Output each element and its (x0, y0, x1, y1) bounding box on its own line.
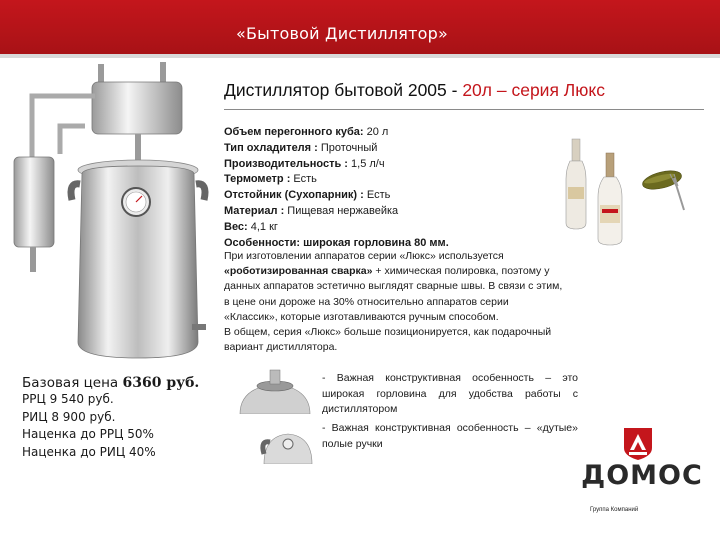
description (224, 249, 564, 355)
pickle-image (640, 164, 696, 216)
bottles-image (558, 135, 636, 247)
markup-ric: Наценка до РИЦ 40% (22, 444, 156, 459)
domos-logo-subtitle: Группа Компаний (590, 507, 639, 513)
spec-value: 1,5 л/ч (347, 157, 385, 170)
spec-key: Тип охладителя : (224, 141, 318, 154)
spec-key: Отстойник (Сухопарник) : (224, 189, 364, 202)
pricing-block (22, 375, 222, 461)
spec-value: Есть (363, 189, 391, 202)
description-paragraph-1: При изготовлении аппаратов серии «Люкс» используется «роботизированная сварка» + химическая полировка, поэтому у данных аппаратов эстетично выглядят сварные швы. В связи с этим, в цене они дороже на 30% относительно аппаратов серии «Классик», которые изготавливаются ручным способом. (224, 250, 563, 323)
feature-wide-neck: - Важная конструктивная особенность – это широкая горловина для удобства работы с дистиллятором (322, 372, 578, 415)
spec-value: Пищевая нержавейка (284, 204, 399, 217)
spec-features: Особенности: широкая горловина 80 мм. (224, 236, 449, 249)
spec-value: 4,1 кг (247, 220, 278, 233)
spec-row (224, 157, 544, 173)
hollow-handles-image (258, 422, 318, 464)
spec-key: Объем перегонного куба: (224, 126, 364, 138)
distiller-image (10, 62, 220, 362)
specs-list (224, 125, 544, 251)
robotic-welding-highlight: «роботизированная сварка» (224, 265, 373, 278)
product-title-accent: 20л – серия Люкс (462, 80, 606, 100)
domos-logo-text: ДОМОС (581, 460, 703, 491)
spec-value: 20 л (363, 126, 389, 138)
domos-shield-logo (622, 426, 654, 462)
description-paragraph-2: В общем, серия «Люкс» больше позиционируется, как подарочный вариант дистиллятора. (224, 326, 552, 354)
product-title-main: Дистиллятор бытовой 2005 - (224, 80, 463, 100)
price-ric: РИЦ 8 900 руб. (22, 409, 116, 424)
markup-rrc: Наценка до РРЦ 50% (22, 427, 154, 441)
page-title: «Бытовой Дистиллятор» (236, 24, 448, 43)
spec-key: Материал : (224, 204, 285, 217)
spec-key: Вес: (224, 220, 248, 233)
spec-key: Термометр : (224, 173, 291, 186)
spec-row (224, 141, 544, 157)
spec-row (224, 204, 544, 220)
base-price (22, 375, 222, 391)
wide-neck-image (234, 368, 316, 414)
spec-row (224, 220, 544, 236)
spec-value: Есть (290, 173, 317, 186)
base-price-label: Базовая цена (22, 375, 123, 391)
spec-key: Производительность : (224, 157, 348, 170)
product-title (224, 80, 704, 110)
base-price-value: 6360 руб. (122, 375, 200, 391)
header-bar (0, 0, 720, 58)
price-rrc: РРЦ 9 540 руб. (22, 392, 114, 406)
spec-value: Проточный (317, 141, 378, 154)
spec-row (224, 172, 544, 188)
spec-row (224, 125, 544, 141)
feature-hollow-handles: - Важная конструктивная особенность – «дутые» полые ручки (322, 422, 578, 450)
spec-row (224, 188, 544, 204)
